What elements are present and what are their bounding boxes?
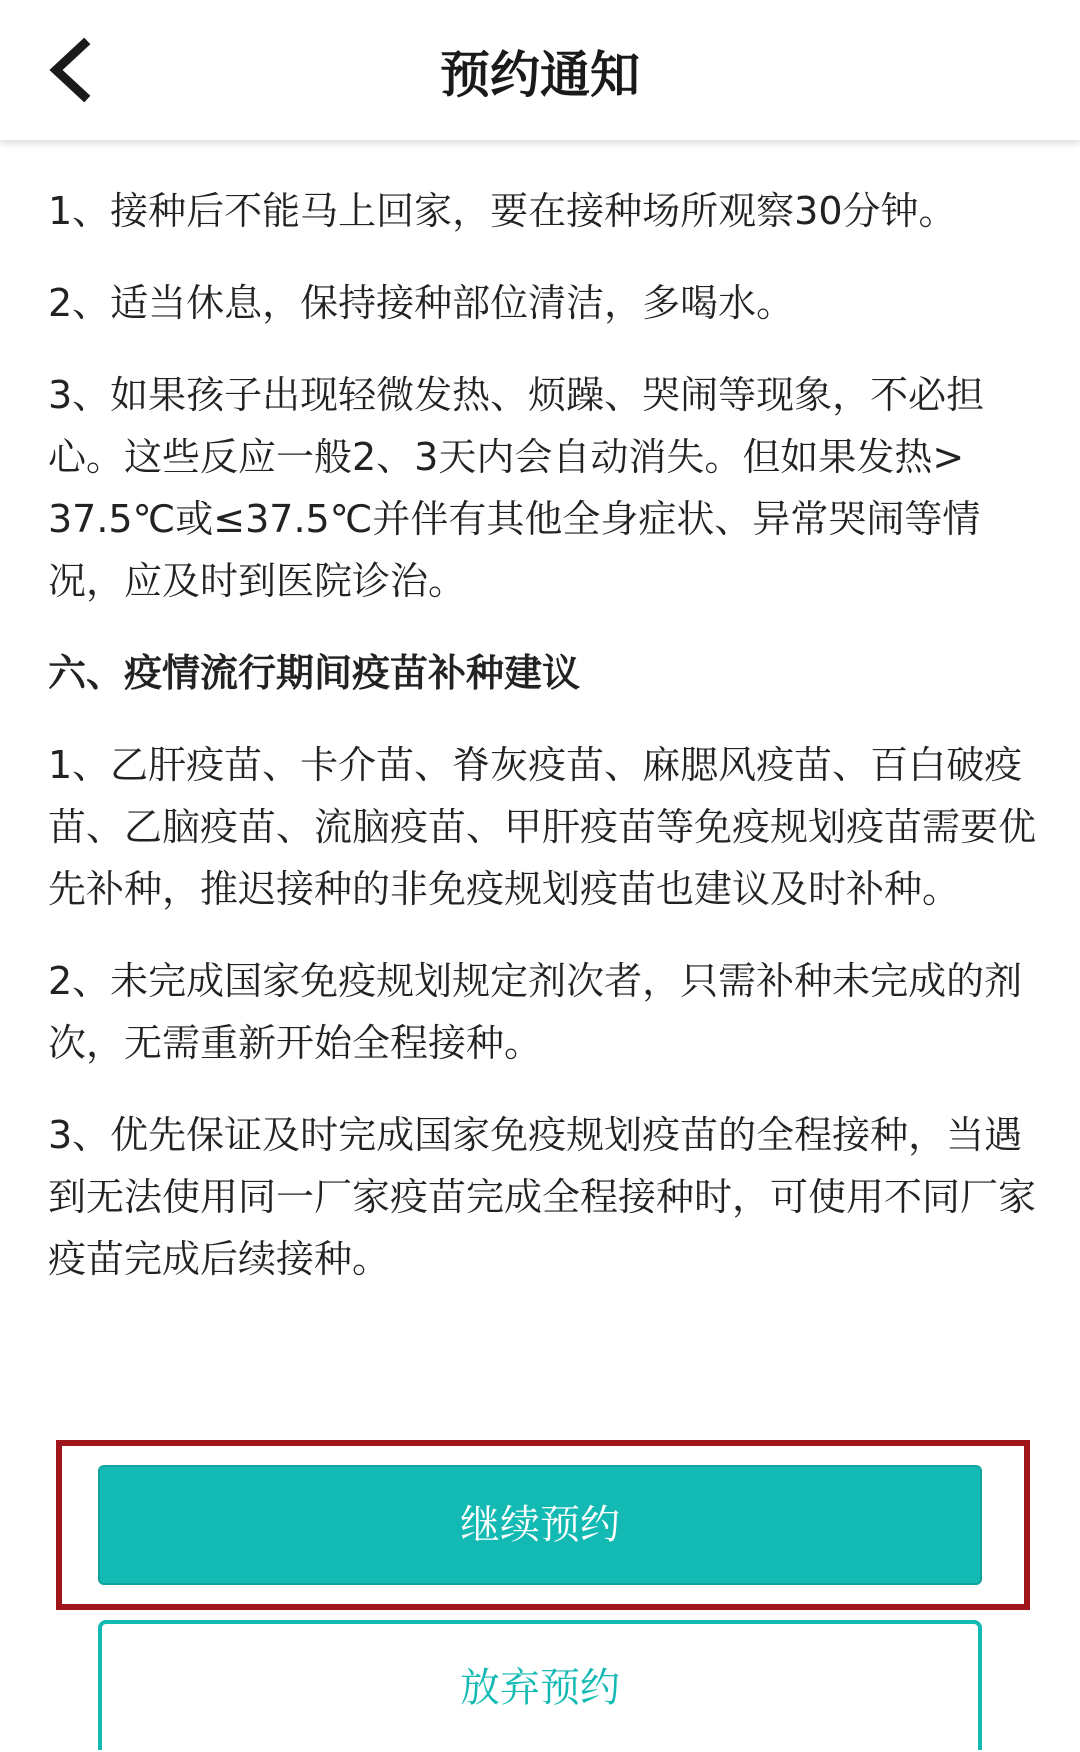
section-heading: 六、疫情流行期间疫苗补种建议 [48,651,581,695]
notice-paragraph: 1、接种后不能马上回家，要在接种场所观察30分钟。 [48,189,957,233]
section-paragraph: 1、乙肝疫苗、卡介苗、脊灰疫苗、麻腮风疫苗、百白破疫苗、乙脑疫苗、流脑疫苗、甲肝疫苗等免疫规划疫苗需要优先补种，推迟接种的非免疫规划疫苗也建议及时补种。 [48,743,1037,911]
page-title: 预约通知 [440,46,640,104]
back-button[interactable] [32,30,112,110]
abandon-appointment-button[interactable]: 放弃预约 [98,1620,982,1750]
notice-paragraph: 2、适当休息，保持接种部位清洁，多喝水。 [48,281,795,325]
notice-paragraph: 3、如果孩子出现轻微发热、烦躁、哭闹等现象，不必担心。这些反应一般2、3天内会自动消失。但如果发热> 37.5℃或≤37.5℃并伴有其他全身症状、异常哭闹等情况，应及时到医院诊治。 [48,373,985,603]
chevron-left-icon [32,30,112,110]
section-paragraph: 3、优先保证及时完成国家免疫规划疫苗的全程接种，当遇到无法使用同一厂家疫苗完成全程接种时，可使用不同厂家疫苗完成后续接种。 [48,1113,1037,1281]
continue-appointment-button[interactable]: 继续预约 [98,1465,982,1585]
section-paragraph: 2、未完成国家免疫规划规定剂次者，只需补种未完成的剂次，无需重新开始全程接种。 [48,959,1023,1065]
top-bar [0,0,1080,141]
notice-content [48,180,1038,1320]
